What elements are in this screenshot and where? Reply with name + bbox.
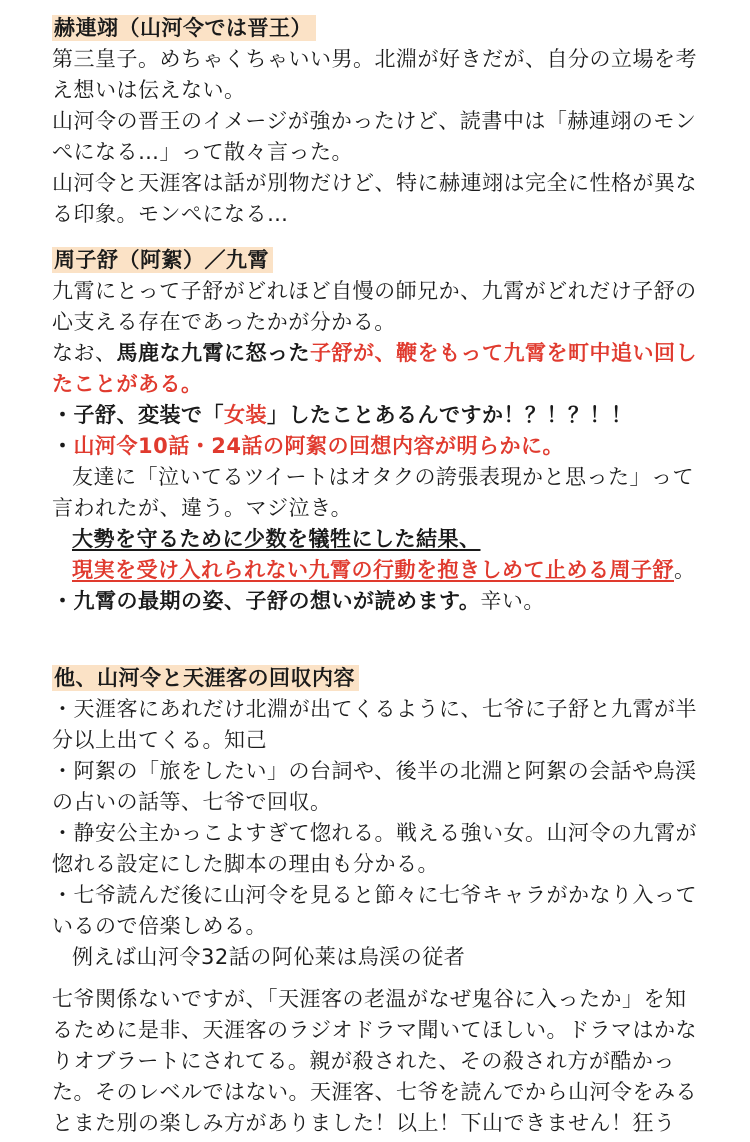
section1-line-6: る印象。モンぺになる… bbox=[52, 202, 289, 226]
section3-line-8: いるので倍楽しめる。 bbox=[52, 914, 267, 938]
section1-line-5: 山河令と天涯客は話が別物だけど、特に赫連翊は完全に性格が異な bbox=[52, 171, 697, 195]
section3-example: 例えば山河令32話の阿伈莱は烏渓の従者 bbox=[72, 945, 466, 969]
section2-friend-line-1: 友達に「泣いてるツイートはオタクの誇張表現かと思った」って bbox=[72, 465, 695, 489]
underline-text-1: 大勢を守るために少数を犠牲にした結果、 bbox=[72, 527, 481, 551]
bullet3-bold: ・九霄の最期の姿、子舒の想いが読めます。 bbox=[52, 589, 481, 613]
section1-line-4: ぺになる…」って散々言った。 bbox=[52, 140, 353, 164]
section2-note-line-2 bbox=[52, 369, 203, 399]
section4-line-2: るために是非、天涯客のラジオドラマ聞いてほしい。ドラマはかな bbox=[52, 1018, 697, 1042]
bullet2-red: 山河令10話・24話の阿絮の回想内容が明らかに。 bbox=[73, 434, 564, 458]
section1-heading-line bbox=[52, 13, 316, 43]
section3-line-6: 惚れる設定にした脚本の理由も分かる。 bbox=[52, 852, 439, 876]
section3-heading: 他、山河令と天涯客の回収内容 bbox=[52, 665, 359, 691]
section4-line-3: りオブラートにされてる。親が殺された、その殺され方が酷かっ bbox=[52, 1049, 675, 1073]
section3-line-4: の占いの話等、七爷で回収。 bbox=[52, 790, 332, 814]
section3-line-1: ・天涯客にあれだけ北淵が出てくるように、七爷に子舒と九霄が半 bbox=[52, 697, 697, 721]
section2-intro-line-2: 心支える存在であったかが分かる。 bbox=[52, 310, 396, 334]
section1-line-3: 山河令の晋王のイメージが強かったけど、読書中は「赫連翊のモン bbox=[52, 109, 697, 133]
section1-heading: 赫連翊（山河令では晋王） bbox=[52, 15, 316, 41]
section2-intro-line-1: 九霄にとって子舒がどれほど自慢の師兄か、九霄がどれだけ子舒の bbox=[52, 279, 697, 303]
note-prefix: なお、 bbox=[52, 341, 117, 365]
bullet1-suffix: 」したことあるんですか！？！？！！ bbox=[267, 403, 633, 427]
section4-line-4: た。そのレベルではない。天涯客、七爷を読んでから山河令をみる bbox=[52, 1080, 697, 1104]
section1-line-2: え想いは伝えない。 bbox=[52, 78, 246, 102]
bullet2-dot: ・ bbox=[52, 434, 74, 458]
section3-line-2: 分以上出てくる。知己 bbox=[52, 728, 267, 752]
section1-line-1: 第三皇子。めちゃくちゃいい男。北淵が好きだが、自分の立場を考 bbox=[52, 47, 697, 71]
bullet3-suffix: 辛い。 bbox=[480, 589, 545, 613]
section2-bullet-3 bbox=[52, 586, 545, 616]
section3-heading-line bbox=[52, 663, 359, 693]
note-bold: 馬鹿な九霄に怒った bbox=[116, 341, 310, 365]
section2-underline-line-1 bbox=[72, 524, 481, 554]
note-red: 子舒が、鞭をもって九霄を町中追い回し bbox=[310, 341, 697, 365]
bullet1-prefix: ・子舒、変装で「 bbox=[52, 403, 224, 427]
section2-friend-line-2: 言われたが、違う。マジ泣き。 bbox=[52, 496, 353, 520]
section3-line-5: ・静安公主かっこよすぎて惚れる。戦える強い女。山河令の九霄が bbox=[52, 821, 697, 845]
section2-bullet-2 bbox=[52, 431, 564, 461]
section4-line-5: とまた別の楽しみ方がありました！以上！下山できません！狂う bbox=[52, 1111, 676, 1135]
section2-underline-line-2 bbox=[72, 555, 696, 585]
section2-bullet-1 bbox=[52, 400, 633, 430]
section2-heading: 周子舒（阿絮）／九霄 bbox=[52, 247, 273, 273]
section2-heading-line bbox=[52, 245, 273, 275]
section3-line-3: ・阿絮の「旅をしたい」の台詞や、後半の北淵と阿絮の会話や烏渓 bbox=[52, 759, 697, 783]
underline-end: 。 bbox=[674, 558, 696, 582]
section2-note-line-1 bbox=[52, 338, 697, 368]
section4-line-1: 七爷関係ないですが、「天涯客の老温がなぜ鬼谷に入ったか」を知 bbox=[52, 987, 687, 1011]
underline-text-2: 現実を受け入れられない九霄の行動を抱きしめて止める周子舒 bbox=[72, 558, 674, 582]
bullet1-red: 女装 bbox=[224, 403, 267, 427]
section3-line-7: ・七爷読んだ後に山河令を見ると節々に七爷キャラがかなり入って bbox=[52, 883, 697, 907]
note-red-cont: たことがある。 bbox=[52, 372, 203, 396]
